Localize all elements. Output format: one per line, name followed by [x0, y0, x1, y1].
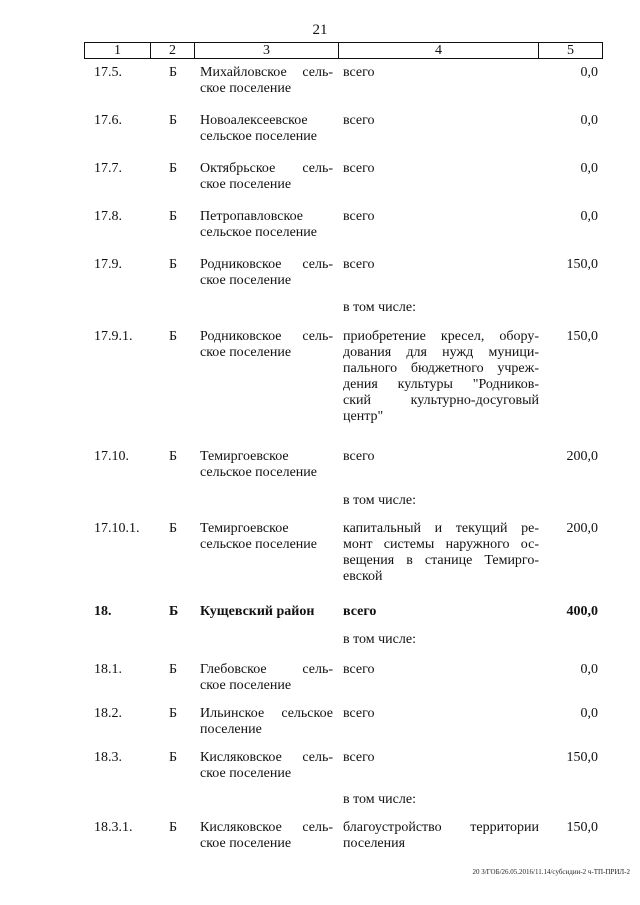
row-amount: 0,0 — [580, 161, 598, 176]
row-amount: 200,0 — [566, 521, 598, 536]
row-municipality — [200, 161, 333, 193]
row-municipality — [200, 662, 333, 694]
row-budget-code: Б — [169, 521, 178, 536]
row-number: 17.9. — [94, 257, 122, 272]
row-purpose — [343, 820, 539, 852]
municipality-line: ское поселение — [200, 177, 292, 192]
purpose-line: всего — [343, 706, 375, 721]
municipality-line: сельское поселение — [200, 129, 317, 144]
row-budget-code: Б — [169, 750, 178, 765]
subheading-including: в том числе: — [343, 792, 416, 807]
row-budget-code: Б — [169, 161, 178, 176]
header-col-3: 3 — [195, 43, 339, 58]
header-col-4: 4 — [339, 43, 539, 58]
row-purpose — [343, 65, 539, 81]
purpose-line: вещения в станице Темирго- — [343, 553, 539, 568]
row-number: 18.2. — [94, 706, 122, 721]
municipality-line: Глебовское сель- — [200, 662, 333, 677]
row-purpose — [343, 257, 539, 273]
row-amount: 0,0 — [580, 662, 598, 677]
row-budget-code: Б — [169, 820, 178, 835]
row-amount: 150,0 — [566, 257, 598, 272]
row-budget-code: Б — [169, 449, 178, 464]
municipality-line: Темиргоевское — [200, 521, 289, 536]
row-municipality — [200, 521, 333, 553]
purpose-line: всего — [343, 113, 375, 128]
purpose-line: всего — [343, 257, 375, 272]
row-number: 18.1. — [94, 662, 122, 677]
row-amount: 0,0 — [580, 113, 598, 128]
municipality-line: сельское поселение — [200, 465, 317, 480]
purpose-line: евской — [343, 569, 383, 584]
row-municipality — [200, 750, 333, 782]
municipality-line: Темиргоевское — [200, 449, 289, 464]
row-municipality — [200, 604, 333, 620]
subheading-including: в том числе: — [343, 632, 416, 647]
row-number: 17.9.1. — [94, 329, 133, 344]
municipality-line: сельское поселение — [200, 537, 317, 552]
row-purpose — [343, 449, 539, 465]
row-municipality — [200, 209, 333, 241]
row-budget-code: Б — [169, 113, 178, 128]
municipality-line: Петропавловское — [200, 209, 303, 224]
municipality-line: поселение — [200, 722, 262, 737]
row-number: 18. — [94, 604, 112, 619]
municipality-line: Михайловское сель- — [200, 65, 333, 80]
row-municipality — [200, 113, 333, 145]
purpose-line: всего — [343, 161, 375, 176]
row-budget-code: Б — [169, 209, 178, 224]
purpose-line: всего — [343, 65, 375, 80]
header-col-1: 1 — [85, 43, 151, 58]
page-number: 21 — [312, 22, 328, 38]
purpose-line: приобретение кресел, обору- — [343, 329, 539, 344]
row-number: 17.5. — [94, 65, 122, 80]
municipality-line: Ильинское сельское — [200, 706, 333, 721]
row-municipality — [200, 257, 333, 289]
purpose-line: ский культурно-досуговый — [343, 393, 539, 408]
purpose-line: всего — [343, 662, 375, 677]
row-municipality — [200, 65, 333, 97]
row-amount: 0,0 — [580, 706, 598, 721]
municipality-line: ское поселение — [200, 678, 292, 693]
row-purpose — [343, 209, 539, 225]
purpose-line: капитальный и текущий ре- — [343, 521, 539, 536]
row-number: 17.10. — [94, 449, 129, 464]
row-purpose — [343, 161, 539, 177]
purpose-line: всего — [343, 604, 377, 619]
row-budget-code: Б — [169, 604, 179, 619]
row-number: 17.10.1. — [94, 521, 140, 536]
row-amount: 0,0 — [580, 65, 598, 80]
purpose-line: поселения — [343, 836, 406, 851]
municipality-line: Октябрьское сель- — [200, 161, 333, 176]
row-number: 18.3.1. — [94, 820, 133, 835]
row-budget-code: Б — [169, 257, 178, 272]
purpose-line: всего — [343, 209, 375, 224]
municipality-line: Новоалексеевское — [200, 113, 308, 128]
row-purpose — [343, 662, 539, 678]
row-municipality — [200, 706, 333, 738]
row-amount: 400,0 — [566, 604, 598, 619]
municipality-line: ское поселение — [200, 836, 292, 851]
row-number: 17.6. — [94, 113, 122, 128]
row-purpose — [343, 750, 539, 766]
row-amount: 150,0 — [566, 329, 598, 344]
municipality-line: Родниковское сель- — [200, 329, 333, 344]
purpose-line: монт системы наружного ос- — [343, 537, 539, 552]
row-municipality — [200, 449, 333, 481]
municipality-line: Кисляковское сель- — [200, 820, 333, 835]
municipality-line: ское поселение — [200, 766, 292, 781]
row-amount: 0,0 — [580, 209, 598, 224]
row-municipality — [200, 329, 333, 361]
row-budget-code: Б — [169, 329, 178, 344]
row-purpose — [343, 604, 539, 620]
row-number: 18.3. — [94, 750, 122, 765]
row-municipality — [200, 820, 333, 852]
header-col-5: 5 — [567, 43, 574, 58]
subheading-including: в том числе: — [343, 300, 416, 315]
municipality-line: Кущевский район — [200, 604, 315, 619]
purpose-line: благоустройство территории — [343, 820, 539, 835]
purpose-line: центр" — [343, 409, 384, 424]
row-amount: 200,0 — [566, 449, 598, 464]
row-purpose — [343, 521, 539, 585]
purpose-line: всего — [343, 449, 375, 464]
municipality-line: Родниковское сель- — [200, 257, 333, 272]
row-purpose — [343, 329, 539, 425]
row-number: 17.8. — [94, 209, 122, 224]
row-purpose — [343, 706, 539, 722]
municipality-line: Кисляковское сель- — [200, 750, 333, 765]
municipality-line: ское поселение — [200, 81, 292, 96]
municipality-line: ское поселение — [200, 345, 292, 360]
header-col-2: 2 — [151, 43, 195, 58]
table-header — [84, 42, 603, 59]
subheading-including: в том числе: — [343, 493, 416, 508]
row-budget-code: Б — [169, 706, 178, 721]
purpose-line: всего — [343, 750, 375, 765]
purpose-line: дения культуры "Родников- — [343, 377, 539, 392]
row-amount: 150,0 — [566, 820, 598, 835]
row-amount: 150,0 — [566, 750, 598, 765]
row-budget-code: Б — [169, 662, 178, 677]
purpose-line: дования для нужд муници- — [343, 345, 539, 360]
row-number: 17.7. — [94, 161, 122, 176]
row-purpose — [343, 113, 539, 129]
municipality-line: сельское поселение — [200, 225, 317, 240]
row-budget-code: Б — [169, 65, 178, 80]
footer-doc-code: 20 З/ГОБ/26.05.2016/11.14/субсидии-2 ч-ТП-ПРИЛ-2 — [472, 868, 630, 876]
purpose-line: пального бюджетного учреж- — [343, 361, 539, 376]
municipality-line: ское поселение — [200, 273, 292, 288]
